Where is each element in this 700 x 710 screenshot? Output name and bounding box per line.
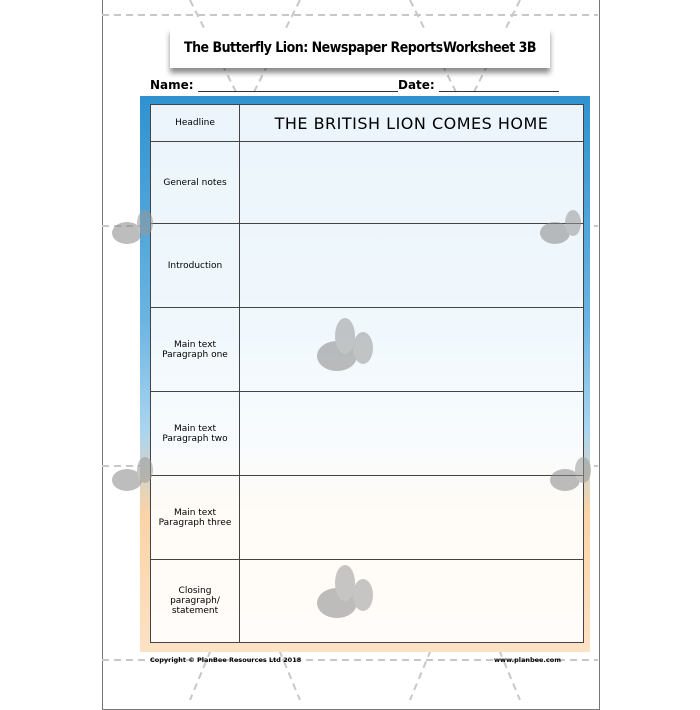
writing-cell[interactable]: [240, 476, 584, 560]
website-link[interactable]: www.planbee.com: [494, 656, 561, 664]
date-line[interactable]: [439, 81, 559, 92]
row-label: General notes: [151, 142, 240, 224]
row-label: Closing paragraph/ statement: [151, 560, 240, 643]
row-label: Headline: [151, 105, 240, 142]
writing-cell[interactable]: [240, 142, 584, 224]
name-field[interactable]: [150, 78, 398, 92]
writing-cell[interactable]: [240, 308, 584, 392]
bee-watermark-icon: [543, 452, 598, 497]
row-label: Main text Paragraph one: [151, 308, 240, 392]
table-row: [151, 476, 584, 560]
worksheet-number: Worksheet 3B: [443, 40, 536, 56]
writing-cell[interactable]: [240, 224, 584, 308]
date-field[interactable]: [398, 78, 559, 92]
name-label: Name:: [150, 78, 194, 92]
table-row: [151, 224, 584, 308]
table-row: [151, 392, 584, 476]
worksheet-title: The Butterfly Lion: Newspaper Reports: [184, 40, 443, 56]
writing-cell[interactable]: [240, 560, 584, 643]
row-label: Introduction: [151, 224, 240, 308]
bee-watermark-icon: [105, 205, 160, 250]
row-label: Main text Paragraph two: [151, 392, 240, 476]
row-label: Main text Paragraph three: [151, 476, 240, 560]
table-row: [151, 105, 584, 142]
bee-watermark-icon: [105, 452, 160, 497]
copyright-text: Copyright © PlanBee Resources Ltd 2018: [150, 656, 302, 664]
bee-watermark-icon: [305, 318, 375, 378]
bee-watermark-icon: [305, 565, 375, 625]
headline-text[interactable]: THE BRITISH LION COMES HOME: [240, 105, 584, 142]
writing-cell[interactable]: [240, 392, 584, 476]
date-label: Date:: [398, 78, 435, 92]
name-line[interactable]: [198, 81, 398, 92]
table-row: [151, 142, 584, 224]
bee-watermark-icon: [533, 205, 588, 250]
worksheet-title-banner: [170, 28, 550, 68]
